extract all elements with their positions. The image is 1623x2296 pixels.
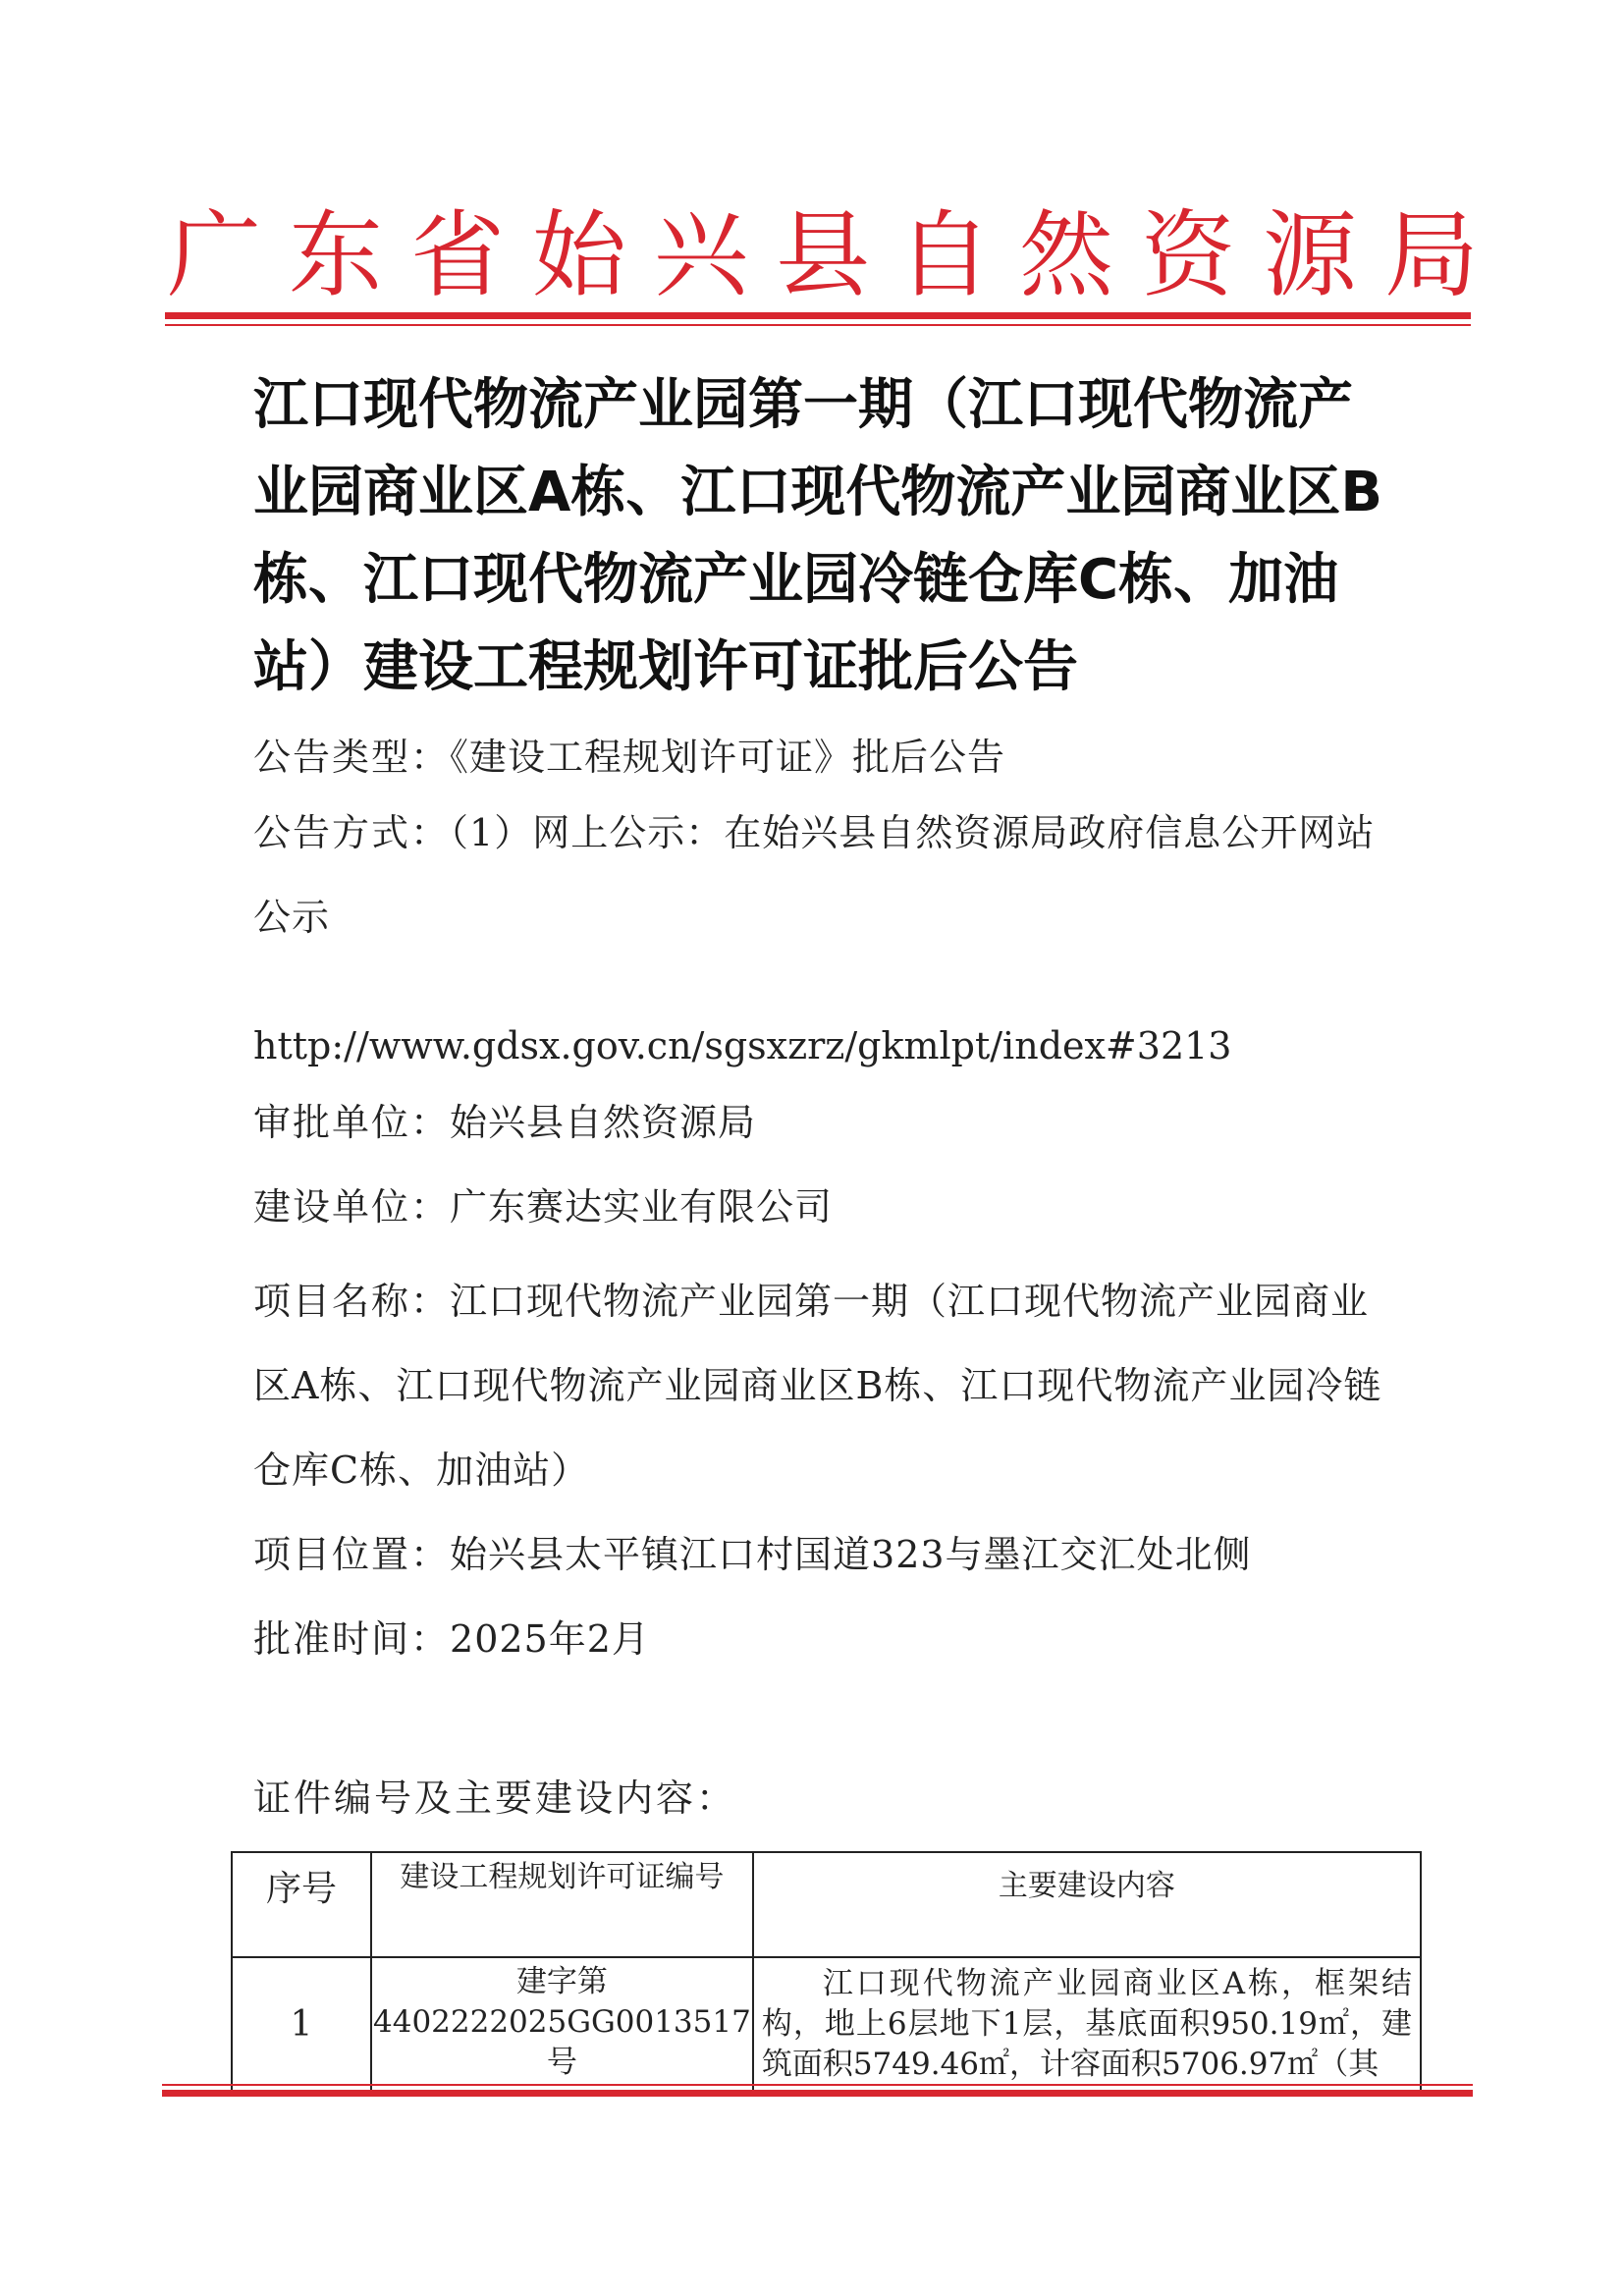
field-value: 《建设工程规划许可证》批后公告	[450, 736, 1006, 779]
permit-section-heading: 证件编号及主要建设内容：	[253, 1777, 737, 1820]
notice-website-link[interactable]: http://www.gdsx.gov.cn/sgsxzrz/gkmlpt/index#3213	[253, 1024, 1232, 1067]
table-row	[232, 1957, 1421, 2091]
row-index: 1	[232, 1957, 371, 2091]
field-value: （1）网上公示：在始兴县自然资源局政府信息公开网站公示	[253, 811, 1376, 939]
field-value: 始兴县自然资源局	[450, 1101, 757, 1144]
field-value: 江口现代物流产业园第一期（江口现代物流产业园商业区A栋、江口现代物流产业园商业区B栋、江口现代物流产业园冷链仓库C栋、加油站）	[253, 1280, 1382, 1492]
field-label: 建设单位：	[253, 1185, 451, 1229]
masthead-divider-thin	[165, 324, 1471, 326]
field-label: 公告类型：	[253, 736, 451, 779]
field-label: 项目位置：	[253, 1533, 451, 1576]
field-approval-unit	[253, 1080, 1402, 1165]
header-permit-number: 建设工程规划许可证编号	[371, 1852, 753, 1957]
table-header-row	[232, 1852, 1421, 1957]
row-permit-number: 建字第4402222025GG0013517号	[371, 1957, 753, 2091]
field-notice-type	[253, 715, 1402, 799]
permit-table-container	[231, 1851, 1422, 2092]
footer-divider-thick	[162, 2090, 1473, 2097]
header-index: 序号	[232, 1852, 371, 1957]
field-value: 广东赛达实业有限公司	[450, 1185, 834, 1229]
issuing-authority-masthead: 广东省始兴县自然资源局	[167, 200, 1506, 310]
header-main-content: 主要建设内容	[753, 1852, 1421, 1957]
field-notice-method	[253, 791, 1402, 959]
field-project-name	[253, 1259, 1402, 1512]
row-main-content: 江口现代物流产业园商业区A栋，框架结构，地上6层地下1层，基底面积950.19㎡，建筑面积5749.46㎡，计容面积5706.97㎡（其	[753, 1957, 1421, 2091]
field-value: 始兴县太平镇江口村国道323与墨江交汇处北侧	[450, 1533, 1252, 1576]
masthead-divider-thick	[165, 312, 1471, 319]
field-label: 项目名称：	[253, 1280, 451, 1323]
field-approval-date	[253, 1597, 1402, 1681]
permit-table	[231, 1851, 1422, 2092]
field-label: 批准时间：	[253, 1617, 451, 1661]
document-title: 江口现代物流产业园第一期（江口现代物流产业园商业区A栋、江口现代物流产业园商业区B栋、江口现代物流产业园冷链仓库C栋、加油站）建设工程规划许可证批后公告	[253, 373, 1383, 699]
field-label: 公告方式：	[253, 811, 451, 854]
footer-divider-thin	[162, 2084, 1473, 2086]
field-label: 审批单位：	[253, 1101, 451, 1144]
field-project-location	[253, 1512, 1402, 1597]
field-construction-unit	[253, 1165, 1402, 1249]
field-value: 2025年2月	[450, 1617, 650, 1661]
